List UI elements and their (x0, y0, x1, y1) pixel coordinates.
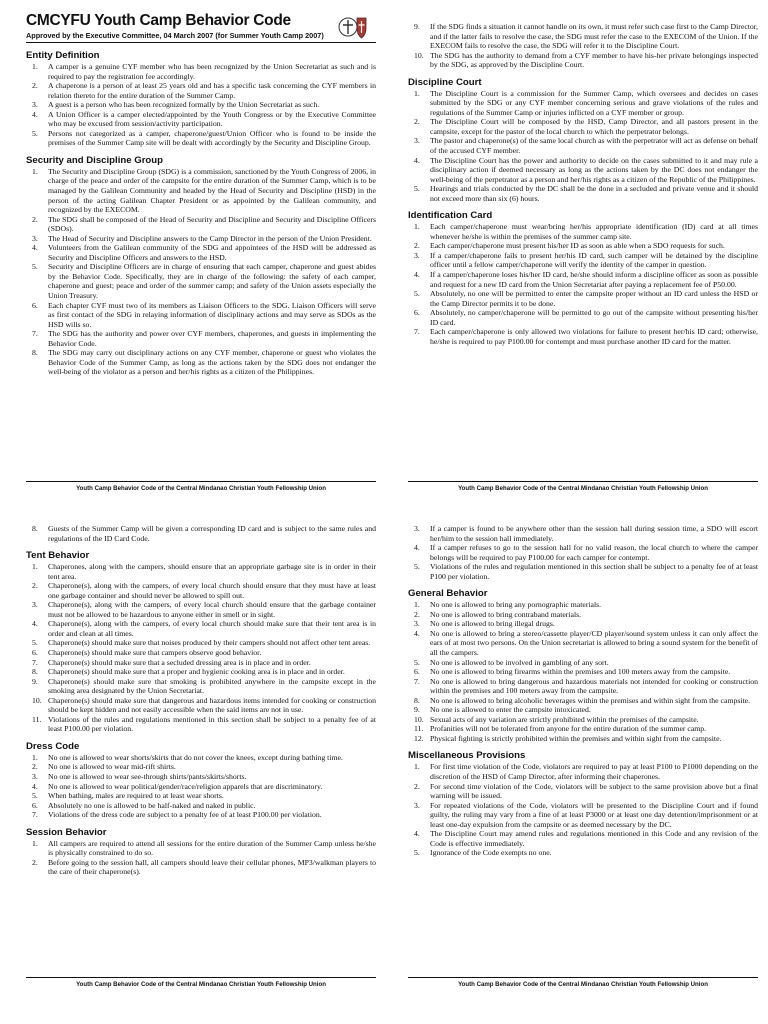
page-footer: Youth Camp Behavior Code of the Central Mindanao Christian Youth Fellowship Union (26, 481, 376, 492)
rule-text: Violations of the rules and regulation mentioned in this section shall be subject to a penalty fee of at least P100 per violation. (430, 562, 758, 581)
rule-item (408, 801, 758, 830)
rule-item (26, 772, 376, 782)
rule-number: 5. (32, 262, 38, 272)
rule-number: 11. (414, 724, 424, 734)
section-heading: Discipline Court (408, 76, 482, 88)
rule-text: Chaperone(s) should make sure that a proper and hygienic cooking area is in place and in order. (48, 667, 345, 677)
rule-number: 1. (414, 222, 420, 232)
page-body (26, 524, 376, 877)
rule-item (408, 117, 758, 136)
rule-text: For repeated violations of the Code, violators will be presented to the Discipline Court and if found guilty, the ruling may vary from a fine of at least P3000 or at least one day detention/imprisonment or at least one-day expulsion from the campsite or as deemed necessary by the DC. (430, 800, 758, 829)
document-subtitle: Approved by the Executive Committee, 04 March 2007 (for Summer Youth Camp 2007) (26, 31, 376, 43)
section-heading: Tent Behavior (26, 550, 90, 562)
rule-number: 3. (32, 772, 38, 782)
rule-item (408, 658, 758, 668)
rule-item (26, 839, 376, 858)
rule-item (26, 762, 376, 772)
rule-text: No one is allowed to wear mid-rift shirts. (48, 762, 176, 772)
rule-item (408, 251, 758, 270)
rule-item (26, 696, 376, 715)
rule-item (26, 810, 376, 820)
rule-number: 3. (414, 619, 420, 629)
rule-item (26, 262, 376, 300)
rule-number: 8. (32, 667, 38, 677)
rule-number: 11. (32, 714, 42, 724)
document-title: CMCYFU Youth Camp Behavior Code (26, 12, 291, 29)
rule-number: 4. (32, 781, 38, 791)
rule-number: 3. (32, 600, 38, 610)
rule-number: 6. (414, 308, 420, 318)
rule-number: 8. (32, 348, 38, 358)
rule-item (408, 524, 758, 543)
rule-number: 4. (414, 270, 420, 280)
rule-item (408, 89, 758, 118)
rule-number: 4. (414, 628, 420, 638)
rule-number: 1. (414, 600, 420, 610)
rule-text: When bathing, males are required to at least wear shorts. (48, 791, 224, 801)
rule-text: The pastor and chaperone(s) of the same local church as with the perpetrator will act as defense on behalf of the accused CYF member. (430, 136, 758, 156)
rule-number: 3. (414, 136, 420, 146)
rule-number: 9. (32, 676, 38, 686)
rule-item (26, 329, 376, 348)
rule-text: For first time violation of the Code, violators are required to pay at least P100 to P1000 depending on the discretion of the HSD of Camp Director, after informing their chaperones. (430, 762, 758, 782)
rule-number: 1. (32, 166, 38, 176)
rule-number: 4. (32, 619, 38, 629)
rule-item (26, 667, 376, 677)
rule-number: 2. (414, 609, 420, 619)
rule-number: 1. (32, 62, 38, 71)
rule-text: Ignorance of the Code exempts no one. (430, 848, 552, 858)
rule-text: The SDG has the authority and power over CYF members, chaperones, and guests in implementing the Behavior Code. (48, 329, 376, 348)
rule-number: 4. (414, 829, 420, 839)
rule-text: Each camper/chaperone must wear/bring her/his appropriate identification (ID) card at all times whenever he/she is within the premises of the summer camp site. (430, 222, 758, 241)
rule-number: 6. (32, 300, 38, 310)
rule-item (408, 184, 758, 203)
rule-text: The SDG has the authority to demand from a CYF member to have his-her private belongings inspected by the SDG, as approved by the Discipline Court. (430, 50, 758, 70)
page-body (26, 50, 376, 377)
rule-number: 2. (32, 762, 38, 772)
rule-item (26, 858, 376, 877)
rule-item (408, 715, 758, 725)
rule-list (26, 839, 376, 877)
rule-item (408, 667, 758, 677)
rule-text: If a camper/chaperone fails to present her/his ID card, such camper will be detained by the discipline officer until a fellow camper/chaperone will verify the identity of the camper in question. (430, 250, 758, 270)
rule-number: 1. (414, 88, 420, 98)
rule-number: 8. (32, 524, 38, 533)
rule-text: The Security and Discipline Group (SDG) is a commission, sanctioned by the Youth Congress of 2006, in charge of the peace and order of the campsite for the entire duration of the Summer Camp, which is to be managed by the Galilean Community and headed by the Head of Security and Discipline (HSD) in the person of the acting Galilean Chapter President or as appointed by the Galilean community, and recognized by the EXECOM. (48, 166, 376, 215)
rule-text: Chaperone(s) should make sure that campers observe good behavior. (48, 648, 262, 658)
rule-text: Chaperone(s) should make sure that dangerous and hazardous items intended for cooking or construction should be kept hidden and not easily accessible when the said items are not in use. (48, 695, 376, 715)
rule-item (26, 658, 376, 668)
page-footer: Youth Camp Behavior Code of the Central Mindanao Christian Youth Fellowship Union (26, 977, 376, 988)
rule-text: Hearings and trials conducted by the DC shall be the done in a secluded and private venue and it should not exceed more than six (6) hours. (430, 184, 758, 203)
rule-number: 4. (32, 109, 38, 119)
rule-item (408, 308, 758, 327)
rule-text: No one is allowed to wear shorts/skirts that do not cover the knees, except during bathing time. (48, 752, 343, 762)
rule-list (26, 524, 376, 543)
rule-number: 3. (414, 250, 420, 260)
rule-text: Profanities will not be tolerated from anyone for the entire duration of the summer camp. (430, 724, 707, 734)
rule-number: 7. (414, 327, 420, 337)
rule-text: The SDG shall be composed of the Head of Security and Discipline and Security and Discipline Officers (SDOs). (48, 214, 376, 234)
rule-item (26, 782, 376, 792)
rule-item (408, 619, 758, 629)
rule-list (26, 167, 376, 377)
rule-item (26, 348, 376, 377)
rule-item (26, 753, 376, 763)
rule-number: 5. (414, 848, 420, 858)
rule-number: 2. (32, 81, 38, 91)
rule-number: 4. (32, 243, 38, 253)
rule-item (408, 543, 758, 562)
rule-list (26, 562, 376, 734)
rule-list (408, 89, 758, 204)
rule-list (408, 600, 758, 743)
rule-number: 3. (414, 524, 420, 533)
rule-item (408, 724, 758, 734)
rule-list (408, 22, 758, 70)
rule-item (408, 600, 758, 610)
rule-list (26, 62, 376, 148)
rule-number: 6. (32, 800, 38, 810)
rule-number: 2. (32, 857, 38, 867)
rule-number: 7. (32, 329, 38, 339)
rule-number: 2. (414, 117, 420, 127)
rule-text: If the SDG finds a situation it cannot handle on its own, it must refer such case first to the Camp Director, and if the latter fails to resolve the case, the SDG must refer the case to the EXECOM of the Union. If the EXECOM fails to resolve the case, the SDG will refer it to the Discipline Court. (430, 22, 758, 51)
rule-number: 1. (32, 752, 38, 762)
section-heading: Dress Code (26, 740, 80, 752)
rule-item (26, 619, 376, 638)
rule-text: No one is allowed to bring contraband materials. (430, 609, 582, 619)
rule-item (408, 22, 758, 51)
rule-item (408, 51, 758, 70)
section-heading: General Behavior (408, 588, 488, 600)
rule-item (408, 629, 758, 658)
rule-item (26, 638, 376, 648)
rule-text: Physical fighting is strictly prohibited within the premises and within sight from the campsite. (430, 733, 722, 743)
section-heading: Identification Card (408, 210, 493, 222)
rule-item (26, 62, 376, 81)
rule-text: If a camper/chaperone loses his/her ID card, he/she should inform a discipline officer as soon as possible and request for a new ID card from the Union Secretariat after paying a replacement fee of P50.00. (430, 270, 758, 289)
rule-item (26, 129, 376, 148)
rule-number: 7. (32, 657, 38, 667)
rule-item (26, 234, 376, 244)
rule-number: 5. (414, 184, 420, 194)
rule-item (26, 100, 376, 110)
rule-item (408, 782, 758, 801)
rule-item (408, 562, 758, 581)
rule-item (408, 734, 758, 744)
page-footer: Youth Camp Behavior Code of the Central Mindanao Christian Youth Fellowship Union (408, 977, 758, 988)
rule-text: Persons not categorized as a camper, chaperone/guest/Union Officer who is found to be inside the premises of the Summer Camp site will be dealt with accordingly by the Security and Discipline Group. (48, 128, 376, 148)
rule-number: 6. (32, 648, 38, 658)
rule-text: No one is allowed to bring dangerous and hazardous materials not intended for cooking or construction within the premises and 100 meters away from the campsite. (430, 676, 758, 696)
rule-text: Each camper/chaperone is only allowed two violations for failure to present her/his ID card; otherwise, he/she is required to pay P100.00 for contempt and must purchase another ID card for the matter. (430, 327, 758, 346)
rule-item (26, 81, 376, 100)
rule-number: 5. (32, 638, 38, 648)
rule-item (26, 581, 376, 600)
rule-number: 5. (414, 562, 420, 572)
rule-number: 10. (32, 695, 42, 705)
rule-number: 6. (414, 667, 420, 677)
rule-list (26, 753, 376, 820)
rule-item (408, 677, 758, 696)
rule-text: Before going to the session hall, all campers should leave their cellular phones, MP3/walkman players to the care of their chaperone(s). (48, 857, 376, 877)
rule-text: Sexual acts of any variation are strictly prohibited within the premises of the campsite. (430, 714, 699, 724)
rule-text: No one is allowed to bring firearms within the premises and 100 meters away from the campsite. (430, 667, 731, 677)
rule-number: 7. (414, 676, 420, 686)
rule-number: 5. (414, 657, 420, 667)
rule-item (26, 801, 376, 811)
rule-item (26, 215, 376, 234)
rule-number: 2. (32, 214, 38, 224)
page-body (408, 524, 758, 858)
rule-text: The Head of Security and Discipline answers to the Camp Director in the person of the Union President. (48, 233, 372, 243)
section-heading: Security and Discipline Group (26, 154, 164, 166)
rule-item (26, 524, 376, 543)
rule-item (26, 243, 376, 262)
rule-number: 9. (414, 22, 420, 31)
rule-item (408, 829, 758, 848)
page-3 (26, 524, 376, 988)
rule-text: No one is allowed to wear see-through shirts/pants/skirts/shorts. (48, 772, 247, 782)
rule-list (408, 222, 758, 346)
rule-number: 2. (32, 581, 38, 591)
rule-item (408, 327, 758, 346)
rule-text: For second time violation of the Code, violators will be subject to the same provision above but a final warning will be issued. (430, 781, 758, 801)
rule-item (408, 696, 758, 706)
rule-number: 3. (414, 800, 420, 810)
rule-number: 10. (414, 714, 424, 724)
rule-item (26, 677, 376, 696)
rule-text: No one is allowed to bring a stereo/cassette player/CD player/sound system unless it can only affect the ears of at most two persons. On the Union secretariat is allowed to bring a sound system for the benefit of all the campers. (430, 628, 758, 658)
rule-number: 4. (414, 155, 420, 165)
rule-text: Violations of the rules and regulations mentioned in this section shall be subject to a penalty fee of at least P100.00 per violation. (48, 714, 376, 734)
rule-number: 1. (32, 838, 38, 848)
rule-number: 4. (414, 543, 420, 553)
rule-text: Each camper/chaperone must present his/her ID as soon as able when a SDO requests for such. (430, 241, 725, 251)
rule-text: No one is allowed to bring any pornographic materials. (430, 600, 602, 610)
rule-text: No one is allowed to wear political/gender/race/religion apparels that are discriminatory. (48, 781, 323, 791)
rule-text: Chaperone(s), along with the campers, of every local church should make sure that their tent area is in order and clean at all times. (48, 619, 376, 638)
rule-number: 1. (414, 762, 420, 772)
rule-text: Security and Discipline Officers are in charge of ensuring that each camper, chaperone and guest abides by the Behavior Code. Specifically, they are in charge of the following: the safety of each camper, chaperone and guest; peace and order of the summer camp; and safety of the Union assets especially the Union Treasury. (48, 262, 376, 301)
rule-text: Violations of the dress code are subject to a penalty fee of at least P100.00 per violation. (48, 810, 322, 820)
rule-item (26, 715, 376, 734)
rule-text: Chaperone(s), along with the campers, of every local church should ensure that the garbage container must not be allowed to be hazardous to anyone either in smell or in sight. (48, 600, 376, 619)
page-body (408, 22, 758, 346)
section-heading: Miscellaneous Provisions (408, 750, 526, 762)
rule-item (408, 156, 758, 185)
rule-item (26, 301, 376, 330)
page-4 (408, 524, 758, 988)
rule-item (408, 762, 758, 781)
rule-text: The Discipline Court may amend rules and regulations mentioned in this Code and any revision of the Code is effective immediately. (430, 829, 758, 848)
rule-text: Chaperone(s) should make sure that noises produced by their campers should not affect other tent areas. (48, 638, 371, 648)
page-2 (408, 22, 758, 492)
rule-number: 7. (32, 810, 38, 820)
rule-text: The Discipline Court will be composed by the HSD, Camp Director, and all pastors present in the campsite, except for the pastor of the local church to which the perpetrator belongs. (430, 117, 758, 136)
rule-number: 3. (32, 100, 38, 110)
rule-number: 5. (414, 289, 420, 299)
rule-number: 2. (414, 781, 420, 791)
rule-number: 12. (414, 733, 424, 743)
rule-item (26, 167, 376, 215)
rule-text: A chaperone is a person of at least 25 years old and has a specific task concerning the CYF members in relation thereto for the entire duration of the Summer Camp. (48, 81, 376, 100)
rule-text: The SDG may carry out disciplinary actions on any CYF member, chaperone or guest who violates the Behavior Code of the Summer Camp, as long as the actions taken by the SDG does not endanger the well-being of the violator as a person and her/his rights as a citizen of the Philippines. (48, 348, 376, 377)
section-heading: Entity Definition (26, 50, 100, 61)
rule-text: Absolutely no one is allowed to be half-naked and naked in public. (48, 800, 256, 810)
rule-item (26, 791, 376, 801)
rule-number: 5. (32, 128, 38, 138)
rule-text: No one is allowed to enter the campsite intoxicated. (430, 705, 591, 715)
rule-text: Each chapter CYF must two of its members as Liaison Officers to the SDG. Liaison Officers will serve as first contact of the SDG in relaying information of disciplinary actions and may serve as SDOs as the HSD wills so. (48, 300, 376, 329)
rule-item (408, 705, 758, 715)
rule-item (26, 600, 376, 619)
rule-item (408, 610, 758, 620)
rule-item (408, 270, 758, 289)
rule-text: A Union Officer is a camper elected/appointed by the Youth Congress or by the Executive Committee who may be excused from session/activity participation. (48, 109, 376, 129)
rule-item (408, 136, 758, 155)
rule-text: Chaperone(s), along with the campers, of every local church should ensure that they must have at least one garbage container and should never be allowed to spill out. (48, 581, 376, 600)
rule-number: 9. (414, 705, 420, 715)
rule-item (26, 562, 376, 581)
rule-text: No one is allowed to bring alcoholic beverages within the premises and within sight from the campsite. (430, 695, 751, 705)
rule-text: If a camper is found to be anywhere other than the session hall during session time, a SDO will escort her/him to the session hall immediately. (430, 524, 758, 543)
rule-number: 8. (414, 695, 420, 705)
rule-text: No one is allowed to bring illegal drugs. (430, 619, 555, 629)
rule-text: No one is allowed to be involved in gambling of any sort. (430, 657, 609, 667)
page-footer: Youth Camp Behavior Code of the Central Mindanao Christian Youth Fellowship Union (408, 481, 758, 492)
rule-item (408, 848, 758, 858)
page-1 (26, 12, 376, 492)
rule-text: Chaperone(s) should make sure that smoking is prohibited anywhere in the campsite except in the smoking area designated by the Union Secretariat. (48, 676, 376, 696)
rule-text: If a camper refuses to go to the session hall for no valid reason, the local church to where the camper belongs will be required to pay P100.00 for each camper for contempt. (430, 543, 758, 562)
rule-item (26, 110, 376, 129)
rule-text: The Discipline Court is a commission for the Summer Camp, which oversees and decides on cases submitted by the SDG or any CYF member concerning serious and grave violations of the rules and regulations of the Summer Camp or injuries inflicted on a CYF member or group. (430, 88, 758, 117)
rule-text: Absolutely, no camper/chaperone will be permitted to go out of the campsite without presenting his/her ID card. (430, 308, 758, 327)
rule-text: A guest is a person who has been recognized formally by the Union Secretariat as such. (48, 100, 320, 110)
rule-text: Chaperones, along with the campers, should ensure that an appropriate garbage site is in order in their tent area. (48, 562, 376, 581)
rule-item (408, 222, 758, 241)
rule-item (408, 241, 758, 251)
rule-text: Guests of the Summer Camp will be given a corresponding ID card and is subject to the same rules and regulations of the ID Card Code. (48, 524, 376, 543)
rule-list (408, 524, 758, 581)
section-heading: Session Behavior (26, 826, 107, 838)
rule-text: Chaperone(s) should make sure that a secluded dressing area is in place and in order. (48, 657, 311, 667)
rule-text: All campers are required to attend all sessions for the entire duration of the Summer Camp unless he/she is physically constrained to do so. (48, 838, 376, 858)
rule-text: Absolutely, no one will be permitted to enter the campsite proper without an ID card unless the HSD or the Camp Director permits it to be done. (430, 289, 758, 308)
rule-number: 3. (32, 233, 38, 243)
rule-number: 5. (32, 791, 38, 801)
rule-item (26, 648, 376, 658)
rule-text: Volunteers from the Galilean community of the SDG and appointees of the HSD will be addressed as Security and Discipline Officers and answers to the HSD. (48, 243, 376, 262)
rule-number: 2. (414, 241, 420, 251)
rule-number: 10. (414, 50, 424, 60)
rule-number: 1. (32, 562, 38, 572)
rule-text: A camper is a genuine CYF member who has been recognized by the Union Secretariat as such and is required to pay the registration fee accordingly. (48, 62, 376, 81)
union-logo-icon (338, 14, 368, 40)
rule-text: The Discipline Court has the power and authority to decide on the cases submitted to it and may rule a disciplinary action if deemed necessary as long as the actions taken by the DC does not endanger the well-being of the perpetrator as a person and her/his rights as a citizen of the Republic of the Philippines. (430, 155, 758, 184)
rule-item (408, 289, 758, 308)
rule-list (408, 762, 758, 857)
